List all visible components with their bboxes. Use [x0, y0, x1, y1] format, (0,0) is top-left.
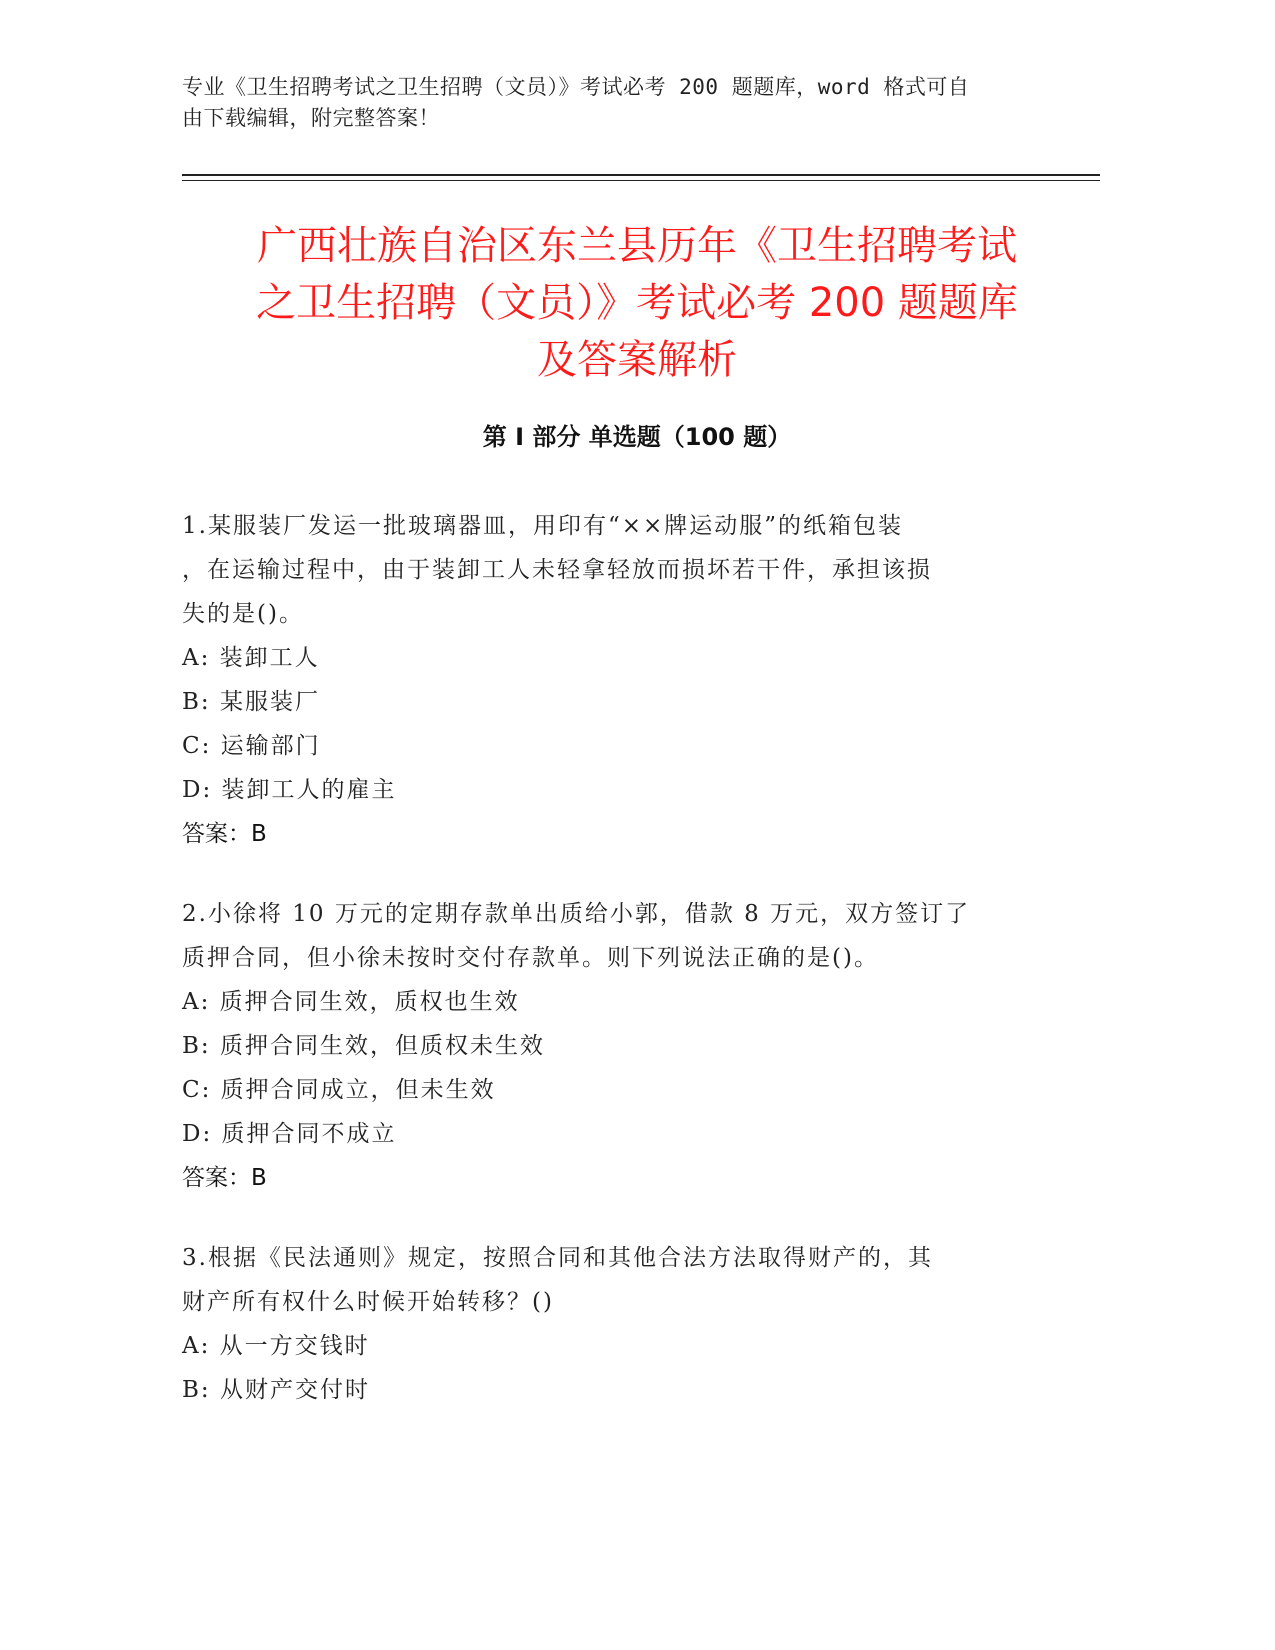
question-stem: [182, 504, 1042, 636]
question-stem-line: 失的是()。: [182, 601, 304, 627]
option-d: D: 装卸工人的雇主: [182, 777, 397, 803]
document-title-line-2: 之卫生招聘（文员）》考试必考 200 题题库: [256, 280, 1018, 326]
question-list: [182, 504, 1042, 1448]
question-stem-line: 1.某服装厂发运一批玻璃器皿，用印有“××牌运动服”的纸箱包装: [182, 513, 904, 539]
answer: 答案：B: [182, 1165, 267, 1191]
header-note-line-2: 由下载编辑，附完整答案！: [182, 106, 440, 130]
option-b: B: 某服装厂: [182, 689, 320, 715]
header-rule-thin: [182, 180, 1100, 181]
option-d: D: 质押合同不成立: [182, 1121, 397, 1147]
question-stem-line: 财产所有权什么时候开始转移？(): [182, 1289, 554, 1315]
option-b: B: 从财产交付时: [182, 1377, 370, 1403]
header-note-line-1: 专业《卫生招聘考试之卫生招聘（文员）》考试必考 200 题题库，word 格式可自: [182, 75, 970, 99]
document-title-line-3: 及答案解析: [537, 337, 737, 383]
question-3: [182, 1236, 1042, 1412]
section-heading: 第 I 部分 单选题（100 题）: [482, 423, 792, 451]
question-1: [182, 504, 1042, 856]
option-b: B: 质押合同生效，但质权未生效: [182, 1033, 545, 1059]
header-rule-thick: [182, 174, 1100, 176]
question-stem-line: ，在运输过程中，由于装卸工人未轻拿轻放而损坏若干件，承担该损: [182, 557, 932, 583]
option-a: A: 从一方交钱时: [182, 1333, 370, 1359]
document-title-line-1: 广西壮族自治区东兰县历年《卫生招聘考试: [257, 223, 1017, 269]
option-c: C: 运输部门: [182, 733, 321, 759]
answer: 答案：B: [182, 821, 267, 847]
question-stem: [182, 1236, 1042, 1324]
question-stem-line: 质押合同，但小徐未按时交付存款单。则下列说法正确的是()。: [182, 945, 879, 971]
option-c: C: 质押合同成立，但未生效: [182, 1077, 496, 1103]
option-a: A: 装卸工人: [182, 645, 320, 671]
question-stem-line: 2.小徐将 10 万元的定期存款单出质给小郭，借款 8 万元，双方签订了: [182, 901, 971, 927]
question-stem-line: 3.根据《民法通则》规定，按照合同和其他合法方法取得财产的，其: [182, 1245, 933, 1271]
question-stem: [182, 892, 1042, 980]
question-2: [182, 892, 1042, 1200]
option-a: A: 质押合同生效，质权也生效: [182, 989, 520, 1015]
document-title: [182, 218, 1092, 389]
header-note: [182, 72, 1062, 134]
